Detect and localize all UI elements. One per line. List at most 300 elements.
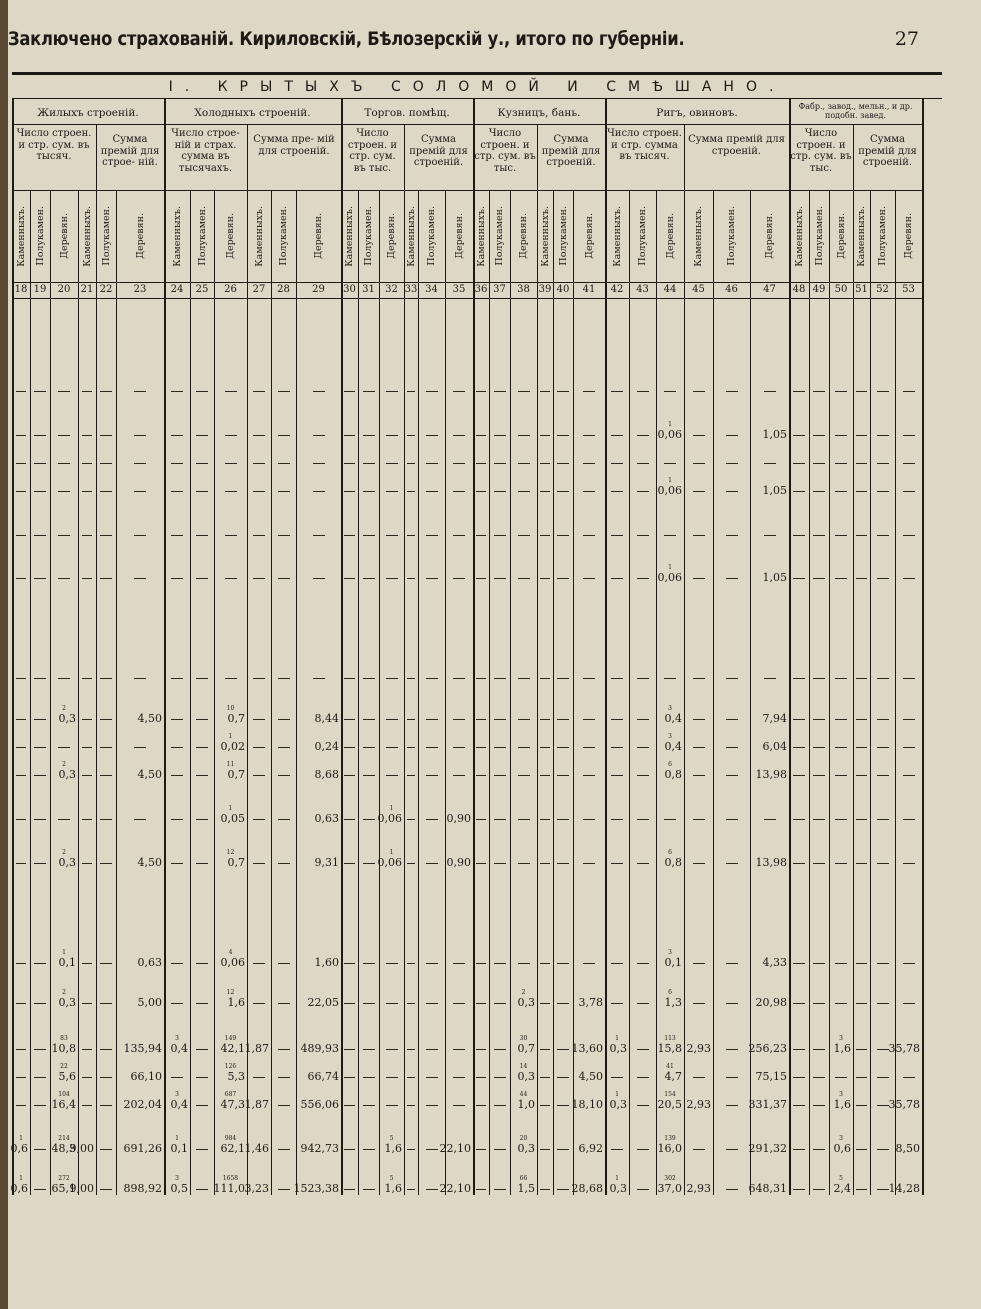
- column-rule: [829, 190, 830, 1195]
- empty-dash: [278, 491, 290, 492]
- empty-dash: [494, 775, 506, 776]
- empty-dash: [557, 963, 569, 964]
- cell-value: 0,7: [227, 856, 245, 869]
- column-label-line: [12, 282, 922, 283]
- empty-dash: [134, 747, 146, 748]
- cell-count: 3: [175, 1091, 179, 1098]
- subgroup-header: Сумма премій для строеній.: [688, 134, 785, 157]
- column-label: [750, 190, 789, 282]
- empty-dash: [637, 578, 649, 579]
- column-number: 53: [902, 284, 915, 295]
- cell-value: 0,06: [657, 428, 682, 441]
- empty-dash: [540, 491, 550, 492]
- cell-count: 1: [228, 805, 233, 812]
- empty-dash: [407, 491, 415, 492]
- empty-dash: [877, 1149, 889, 1150]
- column-number: 35: [452, 284, 466, 295]
- empty-dash: [426, 491, 438, 492]
- column-label-text: Каменныхъ.: [405, 205, 417, 267]
- cell-value: 1,87: [244, 1098, 269, 1111]
- empty-dash: [426, 819, 438, 820]
- empty-dash: [835, 775, 847, 776]
- empty-dash: [34, 1077, 46, 1078]
- empty-dash: [813, 1149, 825, 1150]
- empty-dash: [476, 535, 486, 536]
- empty-dash: [557, 747, 569, 748]
- empty-dash: [903, 863, 915, 864]
- cell-count: 1: [19, 1175, 23, 1182]
- empty-dash: [540, 435, 550, 436]
- empty-dash: [903, 491, 915, 492]
- empty-dash: [344, 747, 354, 748]
- cell-count: 12: [226, 849, 235, 856]
- empty-dash: [856, 435, 866, 436]
- empty-dash: [793, 491, 805, 492]
- empty-dash: [100, 747, 112, 748]
- empty-dash: [386, 1003, 398, 1004]
- cell-count: 6: [668, 849, 672, 856]
- cell-value: 942,73: [300, 1142, 339, 1155]
- column-label: [629, 190, 656, 282]
- empty-dash: [82, 1049, 93, 1050]
- column-number: 36: [474, 284, 488, 295]
- empty-dash: [693, 1149, 705, 1150]
- cell-count: 6: [668, 989, 672, 996]
- empty-dash: [253, 491, 265, 492]
- empty-dash: [278, 1077, 290, 1078]
- empty-dash: [856, 1003, 866, 1004]
- empty-dash: [16, 1077, 27, 1078]
- empty-dash: [453, 1077, 465, 1078]
- cell-value: 8,50: [895, 1142, 920, 1155]
- column-number: 30: [343, 284, 356, 295]
- empty-dash: [16, 819, 27, 820]
- column-number: 25: [195, 284, 209, 295]
- empty-dash: [693, 678, 705, 679]
- cell-count: 5: [389, 1175, 394, 1182]
- empty-dash: [82, 463, 93, 464]
- empty-dash: [611, 578, 623, 579]
- empty-dash: [903, 775, 915, 776]
- empty-dash: [637, 435, 649, 436]
- subgroup-header: Число строен. и стр. сум. въ тыс.: [347, 128, 398, 174]
- empty-dash: [313, 535, 325, 536]
- empty-dash: [903, 535, 915, 536]
- empty-dash: [877, 463, 889, 464]
- empty-dash: [58, 819, 70, 820]
- cell-value: 16,4: [51, 1098, 76, 1111]
- empty-dash: [664, 463, 676, 464]
- column-rule: [116, 190, 117, 1195]
- empty-dash: [100, 963, 112, 964]
- column-label: [573, 190, 605, 282]
- subgroup-header: Сумма премій для строе- ній.: [100, 134, 160, 168]
- empty-dash: [253, 719, 265, 720]
- empty-dash: [386, 435, 398, 436]
- empty-dash: [171, 435, 183, 436]
- empty-dash: [583, 819, 595, 820]
- empty-dash: [877, 1049, 889, 1050]
- empty-dash: [813, 963, 825, 964]
- empty-dash: [171, 463, 183, 464]
- cell-value: 0,8: [664, 768, 682, 781]
- column-number: 20: [57, 284, 71, 295]
- empty-dash: [494, 491, 506, 492]
- empty-dash: [407, 535, 415, 536]
- empty-dash: [196, 463, 208, 464]
- empty-dash: [363, 963, 375, 964]
- empty-dash: [407, 463, 415, 464]
- column-label: [379, 190, 404, 282]
- column-label-text: Каменныхъ.: [611, 205, 623, 267]
- cell-value: 0,90: [446, 856, 471, 869]
- empty-dash: [16, 1105, 27, 1106]
- cell-value: 5,6: [58, 1070, 76, 1083]
- empty-dash: [134, 578, 146, 579]
- cell-count: 44: [519, 1091, 528, 1098]
- empty-dash: [278, 463, 290, 464]
- cell-value: 135,94: [123, 1042, 162, 1055]
- empty-dash: [100, 491, 112, 492]
- empty-dash: [583, 391, 595, 392]
- empty-dash: [171, 775, 183, 776]
- empty-dash: [793, 1077, 805, 1078]
- column-number: 41: [582, 284, 596, 295]
- empty-dash: [877, 775, 889, 776]
- empty-dash: [611, 435, 623, 436]
- empty-dash: [835, 719, 847, 720]
- empty-dash: [386, 775, 398, 776]
- empty-dash: [813, 775, 825, 776]
- column-label: [656, 190, 684, 282]
- empty-dash: [453, 1105, 465, 1106]
- empty-dash: [518, 678, 530, 679]
- column-label: [870, 190, 895, 282]
- empty-dash: [835, 678, 847, 679]
- top-rule: [12, 72, 942, 75]
- empty-dash: [82, 719, 93, 720]
- empty-dash: [196, 863, 208, 864]
- subgroup-header: Сумма пре- мій для строеній.: [253, 134, 335, 157]
- empty-dash: [540, 719, 550, 720]
- column-label-text: Деревян.: [518, 213, 529, 259]
- empty-dash: [726, 719, 738, 720]
- cell-count: 2: [62, 989, 66, 996]
- empty-dash: [793, 863, 805, 864]
- empty-dash: [426, 1049, 438, 1050]
- cell-value: 1,05: [762, 484, 787, 497]
- empty-dash: [363, 1003, 375, 1004]
- column-label-text: Каменныхъ.: [856, 205, 867, 267]
- empty-dash: [407, 819, 415, 820]
- cell-value: 0,3: [517, 1070, 535, 1083]
- empty-dash: [363, 1105, 375, 1106]
- cell-value: 15,8: [657, 1042, 682, 1055]
- empty-dash: [100, 1077, 112, 1078]
- cell-value: 202,04: [123, 1098, 162, 1111]
- empty-dash: [278, 1105, 290, 1106]
- empty-dash: [426, 963, 438, 964]
- empty-dash: [856, 578, 866, 579]
- empty-dash: [877, 747, 889, 748]
- cell-value: 2,93: [686, 1182, 711, 1195]
- column-label-text: Полукамен.: [34, 206, 46, 266]
- empty-dash: [196, 1077, 208, 1078]
- empty-dash: [793, 819, 805, 820]
- column-label-text: Полукамен.: [637, 206, 648, 266]
- empty-dash: [856, 1149, 866, 1150]
- cell-value: 291,32: [748, 1142, 787, 1155]
- cell-count: 1: [615, 1035, 619, 1042]
- column-number: 24: [170, 284, 184, 295]
- empty-dash: [726, 491, 738, 492]
- empty-dash: [813, 1049, 825, 1050]
- empty-dash: [557, 463, 569, 464]
- empty-dash: [58, 535, 70, 536]
- empty-dash: [583, 435, 595, 436]
- column-label: [164, 190, 190, 282]
- empty-dash: [34, 391, 46, 392]
- cell-count: 1: [615, 1175, 619, 1182]
- empty-dash: [253, 391, 265, 392]
- cell-value: 331,37: [748, 1098, 787, 1111]
- cell-value: 47,3: [220, 1098, 245, 1111]
- empty-dash: [835, 747, 847, 748]
- empty-dash: [518, 535, 530, 536]
- empty-dash: [726, 391, 738, 392]
- cell-value: 0,02: [220, 740, 245, 753]
- empty-dash: [386, 463, 398, 464]
- cell-value: 0,63: [314, 812, 339, 825]
- column-label: [404, 190, 418, 282]
- column-label-text: Деревян.: [453, 213, 465, 259]
- empty-dash: [726, 435, 738, 436]
- cell-count: 214: [58, 1135, 70, 1142]
- page-title: Заключено страхованій. Кириловскій, Бѣлозерскій у., итого по губерніи.: [8, 28, 685, 50]
- cell-value: 0,06: [657, 571, 682, 584]
- empty-dash: [856, 819, 866, 820]
- empty-dash: [813, 1003, 825, 1004]
- cell-count: 83: [60, 1035, 68, 1042]
- column-label: [96, 190, 116, 282]
- empty-dash: [344, 491, 354, 492]
- column-rule: [214, 190, 215, 1195]
- empty-dash: [100, 391, 112, 392]
- column-label: [190, 190, 214, 282]
- empty-dash: [58, 678, 70, 679]
- column-label-text: Каменныхъ.: [15, 205, 27, 267]
- empty-dash: [196, 391, 208, 392]
- empty-dash: [518, 719, 530, 720]
- subgroup-header: Число строен. и стр. сум. въ тыс.: [474, 128, 536, 174]
- cell-count: 14: [519, 1063, 528, 1070]
- empty-dash: [344, 1077, 354, 1078]
- empty-dash: [726, 578, 738, 579]
- empty-dash: [363, 535, 375, 536]
- empty-dash: [494, 463, 506, 464]
- column-label-text: Деревян.: [386, 213, 397, 259]
- empty-dash: [813, 747, 825, 748]
- column-label-text: Каменныхъ.: [793, 205, 805, 267]
- empty-dash: [835, 863, 847, 864]
- cell-count: 6: [668, 761, 672, 768]
- empty-dash: [278, 1049, 290, 1050]
- empty-dash: [540, 1077, 550, 1078]
- empty-dash: [313, 491, 325, 492]
- column-number: 51: [855, 284, 868, 295]
- empty-dash: [726, 1077, 738, 1078]
- empty-dash: [664, 535, 676, 536]
- empty-dash: [856, 1077, 866, 1078]
- empty-dash: [540, 963, 550, 964]
- empty-dash: [693, 775, 705, 776]
- cell-count: 11: [226, 761, 235, 768]
- empty-dash: [476, 819, 486, 820]
- empty-dash: [58, 491, 70, 492]
- empty-dash: [82, 963, 93, 964]
- cell-value: 1,5: [517, 1182, 535, 1195]
- cell-value: 48,3: [51, 1142, 76, 1155]
- empty-dash: [726, 678, 738, 679]
- empty-dash: [664, 678, 676, 679]
- empty-dash: [344, 775, 354, 776]
- cell-value: 0,8: [664, 856, 682, 869]
- empty-dash: [726, 463, 738, 464]
- empty-dash: [693, 391, 705, 392]
- empty-dash: [171, 678, 183, 679]
- empty-dash: [518, 863, 530, 864]
- cell-value: 13,98: [755, 856, 787, 869]
- empty-dash: [476, 491, 486, 492]
- empty-dash: [426, 391, 438, 392]
- empty-dash: [453, 578, 465, 579]
- empty-dash: [196, 535, 208, 536]
- empty-dash: [583, 463, 595, 464]
- empty-dash: [903, 719, 915, 720]
- empty-dash: [407, 1105, 415, 1106]
- empty-dash: [540, 1149, 550, 1150]
- empty-dash: [196, 747, 208, 748]
- cell-count: 272: [58, 1175, 70, 1182]
- empty-dash: [540, 535, 550, 536]
- empty-dash: [494, 1049, 506, 1050]
- empty-dash: [278, 1189, 290, 1190]
- empty-dash: [196, 578, 208, 579]
- empty-dash: [557, 1049, 569, 1050]
- empty-dash: [557, 775, 569, 776]
- cell-value: 1,6: [384, 1182, 402, 1195]
- empty-dash: [540, 1003, 550, 1004]
- cell-count: 3: [668, 733, 672, 740]
- empty-dash: [453, 775, 465, 776]
- column-rule: [296, 190, 297, 1195]
- empty-dash: [476, 747, 486, 748]
- column-rule: [78, 190, 79, 1195]
- empty-dash: [225, 678, 237, 679]
- cell-value: 0,3: [58, 712, 76, 725]
- cell-value: 42,1: [220, 1042, 245, 1055]
- empty-dash: [82, 819, 93, 820]
- column-number: 21: [80, 284, 94, 295]
- empty-dash: [518, 435, 530, 436]
- cell-value: 0,4: [170, 1042, 188, 1055]
- empty-dash: [903, 435, 915, 436]
- empty-dash: [764, 391, 776, 392]
- empty-dash: [58, 435, 70, 436]
- cell-value: 13,98: [755, 768, 787, 781]
- empty-dash: [540, 463, 550, 464]
- cell-count: 113: [664, 1035, 676, 1042]
- empty-dash: [344, 578, 354, 579]
- cell-value: 9,00: [69, 1182, 94, 1195]
- empty-dash: [693, 435, 705, 436]
- empty-dash: [637, 491, 649, 492]
- cell-count: 302: [664, 1175, 676, 1182]
- empty-dash: [877, 1077, 889, 1078]
- empty-dash: [278, 863, 290, 864]
- cell-value: 1,6: [833, 1098, 851, 1111]
- empty-dash: [557, 491, 569, 492]
- empty-dash: [835, 1003, 847, 1004]
- empty-dash: [637, 1049, 649, 1050]
- empty-dash: [877, 435, 889, 436]
- empty-dash: [764, 535, 776, 536]
- cell-value: 35,78: [888, 1042, 920, 1055]
- cell-value: 35,78: [888, 1098, 920, 1111]
- empty-dash: [344, 1003, 354, 1004]
- column-number: 44: [663, 284, 677, 295]
- empty-dash: [557, 435, 569, 436]
- empty-dash: [494, 391, 506, 392]
- empty-dash: [637, 535, 649, 536]
- empty-dash: [835, 819, 847, 820]
- empty-dash: [793, 1049, 805, 1050]
- subgroup-header: Сумма премій для строеній.: [541, 134, 601, 168]
- empty-dash: [476, 578, 486, 579]
- cell-value: 0,06: [220, 956, 245, 969]
- group-header-line: [12, 124, 922, 125]
- cell-value: 0,6: [10, 1142, 28, 1155]
- empty-dash: [16, 1003, 27, 1004]
- empty-dash: [134, 491, 146, 492]
- empty-dash: [196, 1105, 208, 1106]
- empty-dash: [637, 391, 649, 392]
- empty-dash: [903, 819, 915, 820]
- column-label-text: Полукамен.: [363, 206, 374, 266]
- empty-dash: [877, 963, 889, 964]
- empty-dash: [637, 1077, 649, 1078]
- empty-dash: [637, 863, 649, 864]
- cell-value: 1,6: [384, 1142, 402, 1155]
- empty-dash: [278, 535, 290, 536]
- empty-dash: [82, 535, 93, 536]
- column-label: [214, 190, 247, 282]
- empty-dash: [877, 491, 889, 492]
- column-number: 19: [33, 284, 47, 295]
- empty-dash: [82, 1105, 93, 1106]
- column-number: 39: [538, 284, 552, 295]
- empty-dash: [540, 775, 550, 776]
- cell-value: 0,7: [227, 768, 245, 781]
- empty-dash: [877, 535, 889, 536]
- empty-dash: [494, 1003, 506, 1004]
- empty-dash: [693, 863, 705, 864]
- empty-dash: [494, 819, 506, 820]
- column-label-text: Каменныхъ.: [693, 205, 704, 267]
- empty-dash: [100, 578, 112, 579]
- cell-count: 5: [839, 1175, 843, 1182]
- cell-count: 2: [62, 849, 66, 856]
